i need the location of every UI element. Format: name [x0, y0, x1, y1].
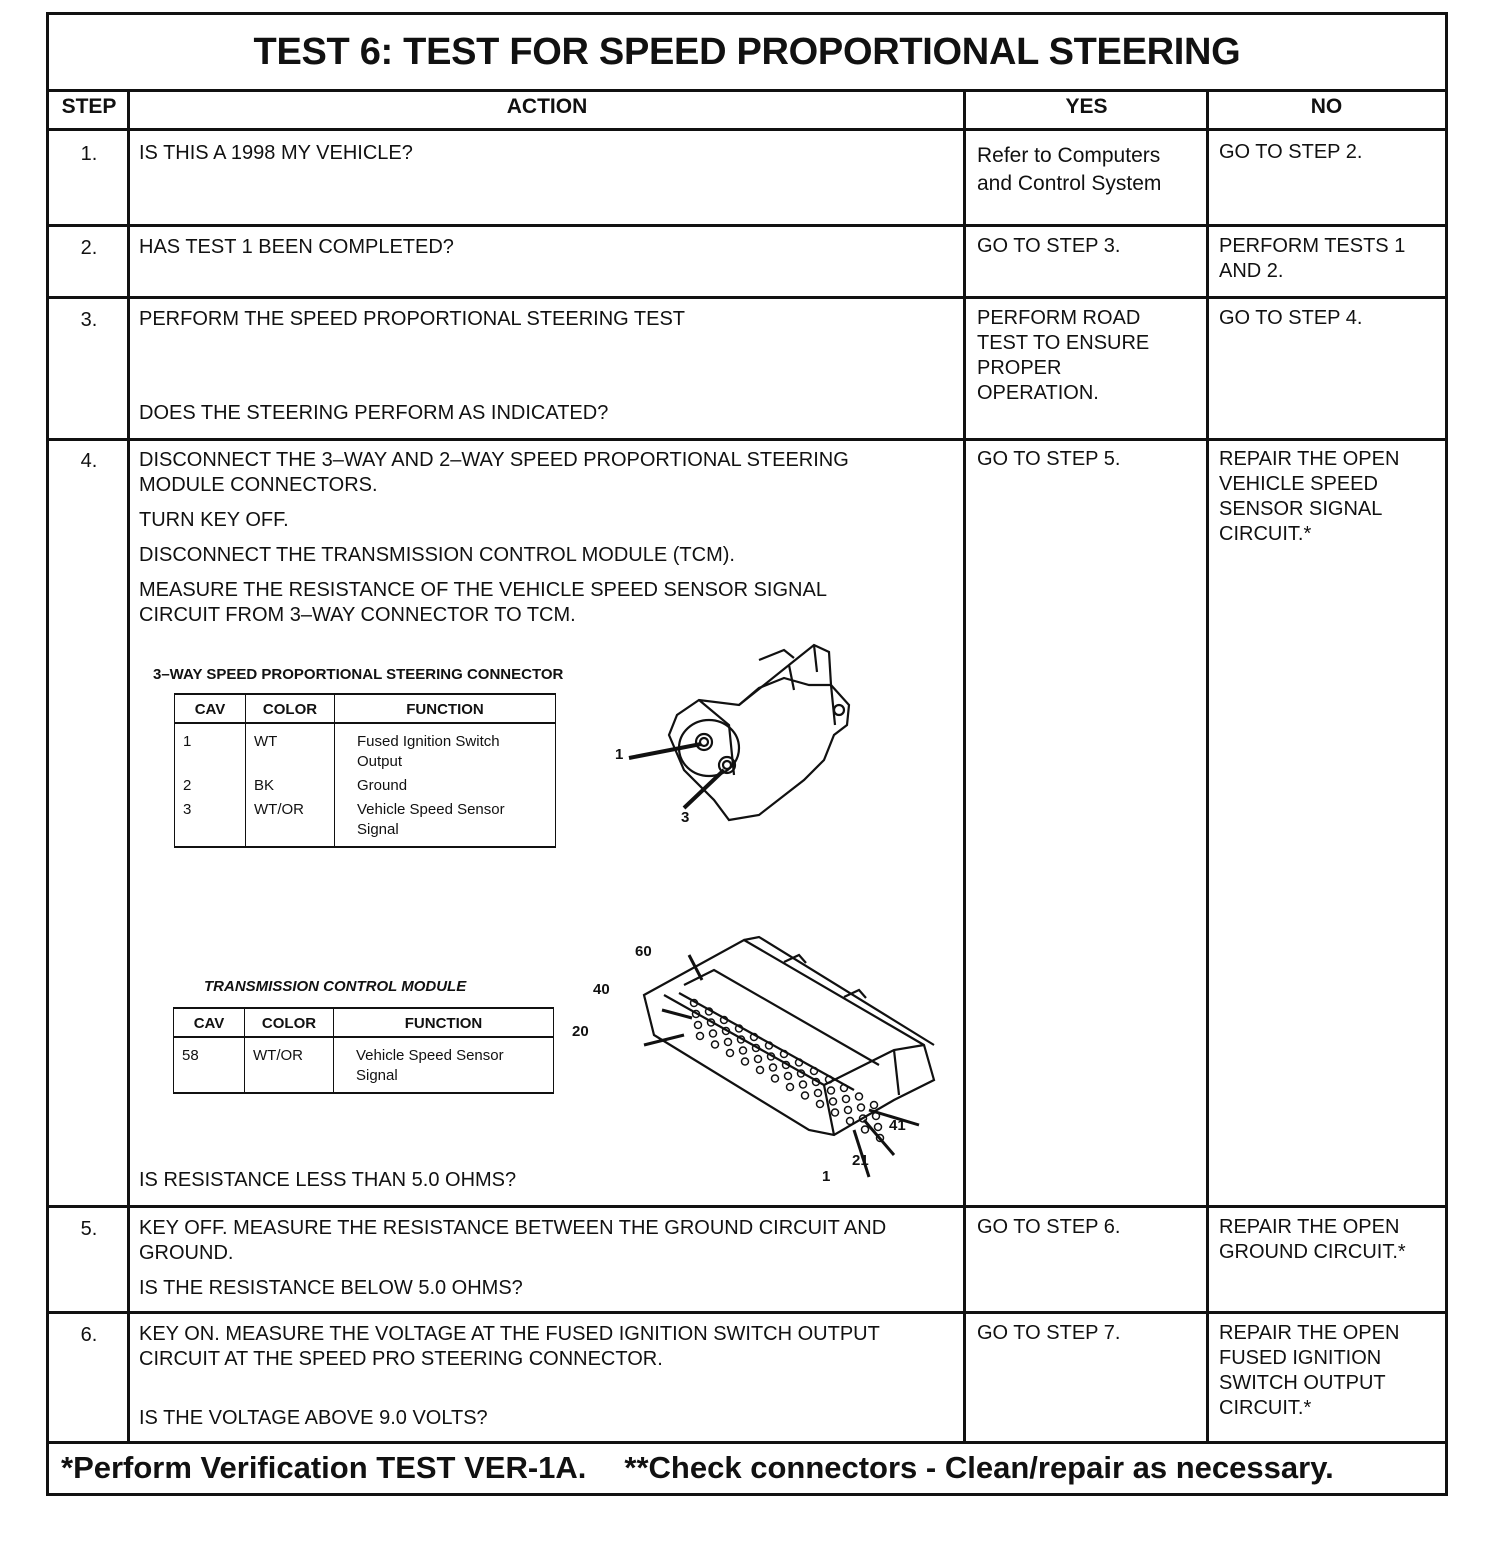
- no-text: REPAIR THE OPEN GROUND CIRCUIT.*: [1219, 1216, 1406, 1263]
- action-text: TURN KEY OFF.: [139, 509, 289, 531]
- color-cell: WT/OR: [246, 798, 335, 847]
- action-text: KEY ON. MEASURE THE VOLTAGE AT THE FUSED IGNITION SWITCH OUTPUT CIRCUIT AT THE SPEED PRO STEERING CONNECTOR.: [139, 1323, 880, 1370]
- cav-cell: 3: [183, 801, 192, 818]
- tcm-pin: [815, 1090, 822, 1097]
- tcm-title: TRANSMISSION CONTROL MODULE: [204, 978, 467, 995]
- table-row: [174, 1037, 554, 1093]
- pin-label: 41: [889, 1117, 906, 1134]
- tcm-pin: [755, 1056, 762, 1063]
- yes-text: PERFORM ROAD TEST TO ENSURE PROPER OPERATION.: [977, 307, 1150, 404]
- tcm-table: [173, 1007, 554, 1094]
- table-row: [175, 798, 556, 847]
- three-way-connector-illustration: [609, 630, 869, 830]
- action-text: DISCONNECT THE TRANSMISSION CONTROL MODULE (TCM).: [139, 544, 735, 566]
- tcm-pin: [757, 1067, 764, 1074]
- divider: [49, 1311, 1445, 1314]
- tcm-pin: [742, 1058, 749, 1065]
- pin-label: 40: [593, 981, 610, 998]
- pin-label: 3: [681, 809, 690, 826]
- action-text: DISCONNECT THE 3–WAY AND 2–WAY SPEED PROPORTIONAL STEERING MODULE CONNECTORS.: [139, 449, 849, 496]
- no-text: REPAIR THE OPEN FUSED IGNITION SWITCH OUTPUT CIRCUIT.*: [1219, 1322, 1400, 1419]
- cav-cell: 58: [182, 1047, 199, 1064]
- action-text: IS THIS A 1998 MY VEHICLE?: [139, 142, 413, 164]
- step-number: 2.: [80, 237, 98, 259]
- function-cell: Fused Ignition Switch Output: [335, 723, 556, 774]
- tcm-pin: [712, 1041, 719, 1048]
- divider: [49, 296, 1445, 299]
- tcm-pin: [828, 1087, 835, 1094]
- header-yes: YES: [965, 89, 1208, 131]
- action-question: DOES THE STEERING PERFORM AS INDICATED?: [139, 402, 609, 424]
- pin-label: 20: [572, 1023, 589, 1040]
- connector-note: **Check connectors - Clean/repair as necessary.: [624, 1450, 1334, 1485]
- tcm-pin: [832, 1109, 839, 1116]
- tcm-connector-illustration: [594, 925, 954, 1185]
- color-cell: WT: [246, 723, 335, 774]
- tcm-pin: [710, 1030, 717, 1037]
- tcm-pin: [800, 1081, 807, 1088]
- color-cell: BK: [246, 774, 335, 798]
- tcm-pin: [871, 1102, 878, 1109]
- action-block: [139, 1216, 949, 1311]
- table-row: [175, 723, 556, 774]
- connector-title: 3–WAY SPEED PROPORTIONAL STEERING CONNECTOR: [153, 666, 564, 683]
- tcm-pin: [817, 1101, 824, 1108]
- tcm-pin: [843, 1096, 850, 1103]
- yes-text: GO TO STEP 5.: [977, 448, 1121, 470]
- header-no: NO: [1208, 89, 1445, 131]
- tcm-pin: [772, 1075, 779, 1082]
- connector-table: [174, 693, 556, 848]
- divider: [963, 89, 966, 1441]
- pin-label: 1: [822, 1168, 831, 1185]
- tcm-pin: [875, 1124, 882, 1131]
- tcm-pin: [727, 1050, 734, 1057]
- step-number: 5.: [80, 1218, 98, 1240]
- column-header: FUNCTION: [334, 1008, 554, 1037]
- function-cell: Ground: [335, 774, 556, 798]
- pin-label: 21: [852, 1152, 869, 1169]
- no-text: GO TO STEP 2.: [1219, 141, 1363, 163]
- tcm-pin: [725, 1039, 732, 1046]
- yes-text: Refer to Computers and Control System: [977, 144, 1162, 195]
- header-action: ACTION: [129, 89, 965, 131]
- yes-text: GO TO STEP 6.: [977, 1216, 1121, 1238]
- action-text: PERFORM THE SPEED PROPORTIONAL STEERING TEST: [139, 308, 686, 330]
- tcm-pin: [858, 1104, 865, 1111]
- function-cell: Vehicle Speed Sensor Signal: [334, 1037, 554, 1093]
- tcm-pin: [697, 1033, 704, 1040]
- column-header: FUNCTION: [335, 694, 556, 723]
- tcm-pin: [847, 1118, 854, 1125]
- tcm-pin: [845, 1107, 852, 1114]
- column-header: COLOR: [245, 1008, 334, 1037]
- tcm-pin: [830, 1098, 837, 1105]
- cav-cell: 1: [183, 733, 192, 750]
- footer-notes: [49, 1443, 1445, 1493]
- yes-text: GO TO STEP 7.: [977, 1322, 1121, 1344]
- step-number: 6.: [80, 1324, 98, 1346]
- no-text: GO TO STEP 4.: [1219, 307, 1363, 329]
- column-header: CAV: [174, 1008, 245, 1037]
- page-title: TEST 6: TEST FOR SPEED PROPORTIONAL STEERING: [49, 15, 1445, 92]
- action-question: IS RESISTANCE LESS THAN 5.0 OHMS?: [139, 1169, 517, 1191]
- tcm-pin: [785, 1073, 792, 1080]
- tcm-pin: [862, 1126, 869, 1133]
- cav-cell: 2: [183, 777, 192, 794]
- divider: [1206, 89, 1209, 1441]
- action-question: IS THE VOLTAGE ABOVE 9.0 VOLTS?: [139, 1407, 488, 1429]
- step-number: 1.: [80, 143, 98, 165]
- divider: [49, 438, 1445, 441]
- action-text: KEY OFF. MEASURE THE RESISTANCE BETWEEN THE GROUND CIRCUIT AND GROUND.: [139, 1217, 887, 1264]
- verification-note: *Perform Verification TEST VER-1A.: [61, 1450, 587, 1485]
- tcm-pin: [787, 1084, 794, 1091]
- action-text: HAS TEST 1 BEEN COMPLETED?: [139, 236, 454, 258]
- tcm-pin: [740, 1047, 747, 1054]
- divider: [49, 1205, 1445, 1208]
- pin-label: 1: [615, 746, 624, 763]
- test-sheet: [46, 12, 1448, 1496]
- action-text: MEASURE THE RESISTANCE OF THE VEHICLE SPEED SENSOR SIGNAL CIRCUIT FROM 3–WAY CONNECTOR TO TCM.: [139, 579, 827, 626]
- tcm-pin: [695, 1022, 702, 1029]
- action-block: [139, 448, 939, 638]
- action-question: IS THE RESISTANCE BELOW 5.0 OHMS?: [139, 1277, 523, 1299]
- step-number: 4.: [80, 450, 98, 472]
- divider: [49, 224, 1445, 227]
- column-header: CAV: [175, 694, 246, 723]
- tcm-pin: [856, 1093, 863, 1100]
- no-text: PERFORM TESTS 1 AND 2.: [1219, 235, 1406, 282]
- function-cell: Vehicle Speed Sensor Signal: [335, 798, 556, 847]
- column-header: COLOR: [246, 694, 335, 723]
- pin-label: 60: [635, 943, 652, 960]
- yes-text: GO TO STEP 3.: [977, 235, 1121, 257]
- table-row: [175, 774, 556, 798]
- tcm-pin: [802, 1092, 809, 1099]
- header-step: STEP: [49, 89, 129, 131]
- step-number: 3.: [80, 309, 98, 331]
- tcm-pin: [770, 1064, 777, 1071]
- no-text: REPAIR THE OPEN VEHICLE SPEED SENSOR SIGNAL CIRCUIT.*: [1219, 448, 1400, 545]
- color-cell: WT/OR: [245, 1037, 334, 1093]
